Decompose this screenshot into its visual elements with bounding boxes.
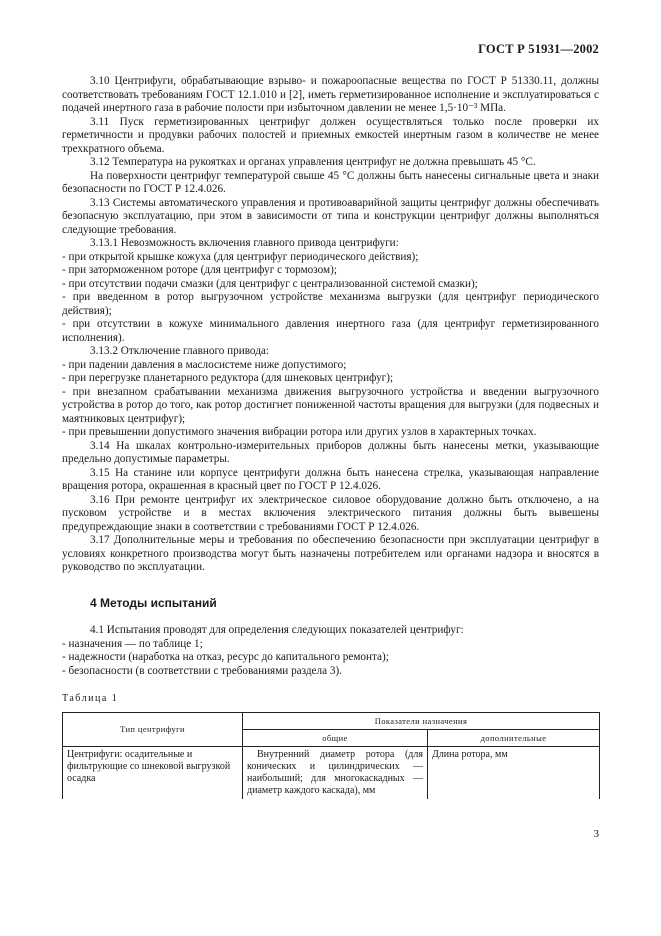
table-row: [63, 746, 600, 799]
table-cell-additional: Длина ротора, мм: [428, 746, 600, 799]
paragraph-3-12: 3.12 Температура на рукоятках и органах управления центрифуг не должна превышать 45 °С.: [90, 156, 536, 168]
table-label: Таблица 1: [62, 693, 119, 704]
paragraph-3-10: 3.10 Центрифуги, обрабатывающие взрыво- и пожароопасные вещества по ГОСТ Р 51330.11, должны соответствовать требованиям ГОСТ 12.1.010 и [2], иметь герметизированное исполнение и эксплуатироваться с подачей инертного газа в рабочие полости при избыточном давлении не менее 1,5·10⁻³ МПа.: [62, 75, 599, 114]
list-item: - при введенном в ротор выгрузочном устройстве механизма выгрузки (для центрифуг периодического действия);: [62, 291, 599, 317]
table-cell-general: Внутренний диаметр ротора (для конических и цилиндрических — наибольший; для многокаскадных — диаметр каждого каскада), мм: [243, 746, 428, 799]
list-item: - назначения — по таблице 1;: [62, 637, 203, 650]
paragraph-3-17: 3.17 Дополнительные меры и требования по обеспечению безопасности при эксплуатации центрифуг в условиях конкретного производства могут быть назначены потребителем или органами надзора и вносятся в руководство по эксплуатации.: [62, 534, 599, 573]
section-title: 4 Методы испытаний: [90, 595, 217, 610]
table-header-additional: дополнительные: [428, 729, 600, 746]
paragraph-3-13-2: 3.13.2 Отключение главного привода:: [90, 345, 269, 357]
table-header-general: общие: [243, 729, 428, 746]
paragraph-3-14: 3.14 На шкалах контрольно-измерительных приборов должны быть нанесены метки, указывающие предельно допустимые параметры.: [62, 439, 599, 465]
paragraph-3-13-1: 3.13.1 Невозможность включения главного привода центрифуги:: [90, 237, 399, 249]
paragraph-3-12-cont: На поверхности центрифуг температурой свыше 45 °С должны быть нанесены сигнальные цвета и знаки безопасности по ГОСТ Р 12.4.026.: [62, 169, 599, 195]
document-header: ГОСТ Р 51931—2002: [478, 42, 599, 56]
table-cell-type: Центрифуги: осадительные и фильтрующие со шнековой выгрузкой осадка: [63, 746, 243, 799]
paragraph-3-11: 3.11 Пуск герметизированных центрифуг должен осуществляться только после проверки их герметичности и продувки рабочих полостей и приемных емкостей инертным газом в количестве не менее трехкратного объема.: [62, 115, 599, 155]
list-item: - при отсутствии в кожухе минимального давления инертного газа (для центрифуг герметизированного исполнения).: [62, 318, 599, 344]
table-header-group: Показатели назначения: [243, 712, 600, 729]
list-item: - при перегрузке планетарного редуктора (для шнековых центрифуг);: [62, 372, 394, 384]
paragraph-3-15: 3.15 На станине или корпусе центрифуги должна быть нанесена стрелка, указывающая направление вращения ротора, окрашенная в красный цвет по ГОСТ Р 12.4.026.: [62, 466, 599, 492]
list-item: - при падении давления в маслосистеме ниже допустимого;: [62, 358, 347, 371]
list-item: - безопасности (в соответствии с требованиями раздела 3).: [62, 664, 342, 677]
list-item: - при превышении допустимого значения вибрации ротора или других узлов в характерных точках.: [62, 426, 537, 438]
paragraph-3-13: 3.13 Системы автоматического управления и противоаварийной защиты центрифуг должны обеспечивать безопасную эксплуатацию, при этом в зависимости от типа и конструкции центрифуг должны выполняться следующие требования.: [62, 196, 599, 236]
table-1: [62, 712, 600, 799]
list-item: - при открытой крышке кожуха (для центрифуг периодического действия);: [62, 250, 419, 263]
page-number: 3: [593, 828, 599, 840]
list-item: - при отсутствии подачи смазки (для центрифуг с централизованной системой смазки);: [62, 277, 478, 290]
table-header-type: Тип центрифуги: [63, 712, 243, 746]
document-body: [62, 75, 599, 799]
list-item: - при внезапном срабатывании механизма движения выгрузочного устройства и введении выгрузочного устройства в ротор до того, как ротор достигнет пониженной частоты вращения для выгрузки (для подвесных и маятниковых центрифуг);: [62, 385, 599, 425]
list-item: - при заторможенном роторе (для центрифуг с тормозом);: [62, 264, 337, 276]
list-item: - надежности (наработка на отказ, ресурс до капитального ремонта);: [62, 651, 389, 663]
paragraph-3-16: 3.16 При ремонте центрифуг их электрическое силовое оборудование должно быть отключено, а на пусковом устройстве и в местах включения электрического питания должны быть вывешены предупреждающие знаки в соответствии с требованиями ГОСТ Р 12.4.026.: [62, 493, 599, 533]
paragraph-4-1: 4.1 Испытания проводят для определения следующих показателей центрифуг:: [90, 624, 464, 636]
